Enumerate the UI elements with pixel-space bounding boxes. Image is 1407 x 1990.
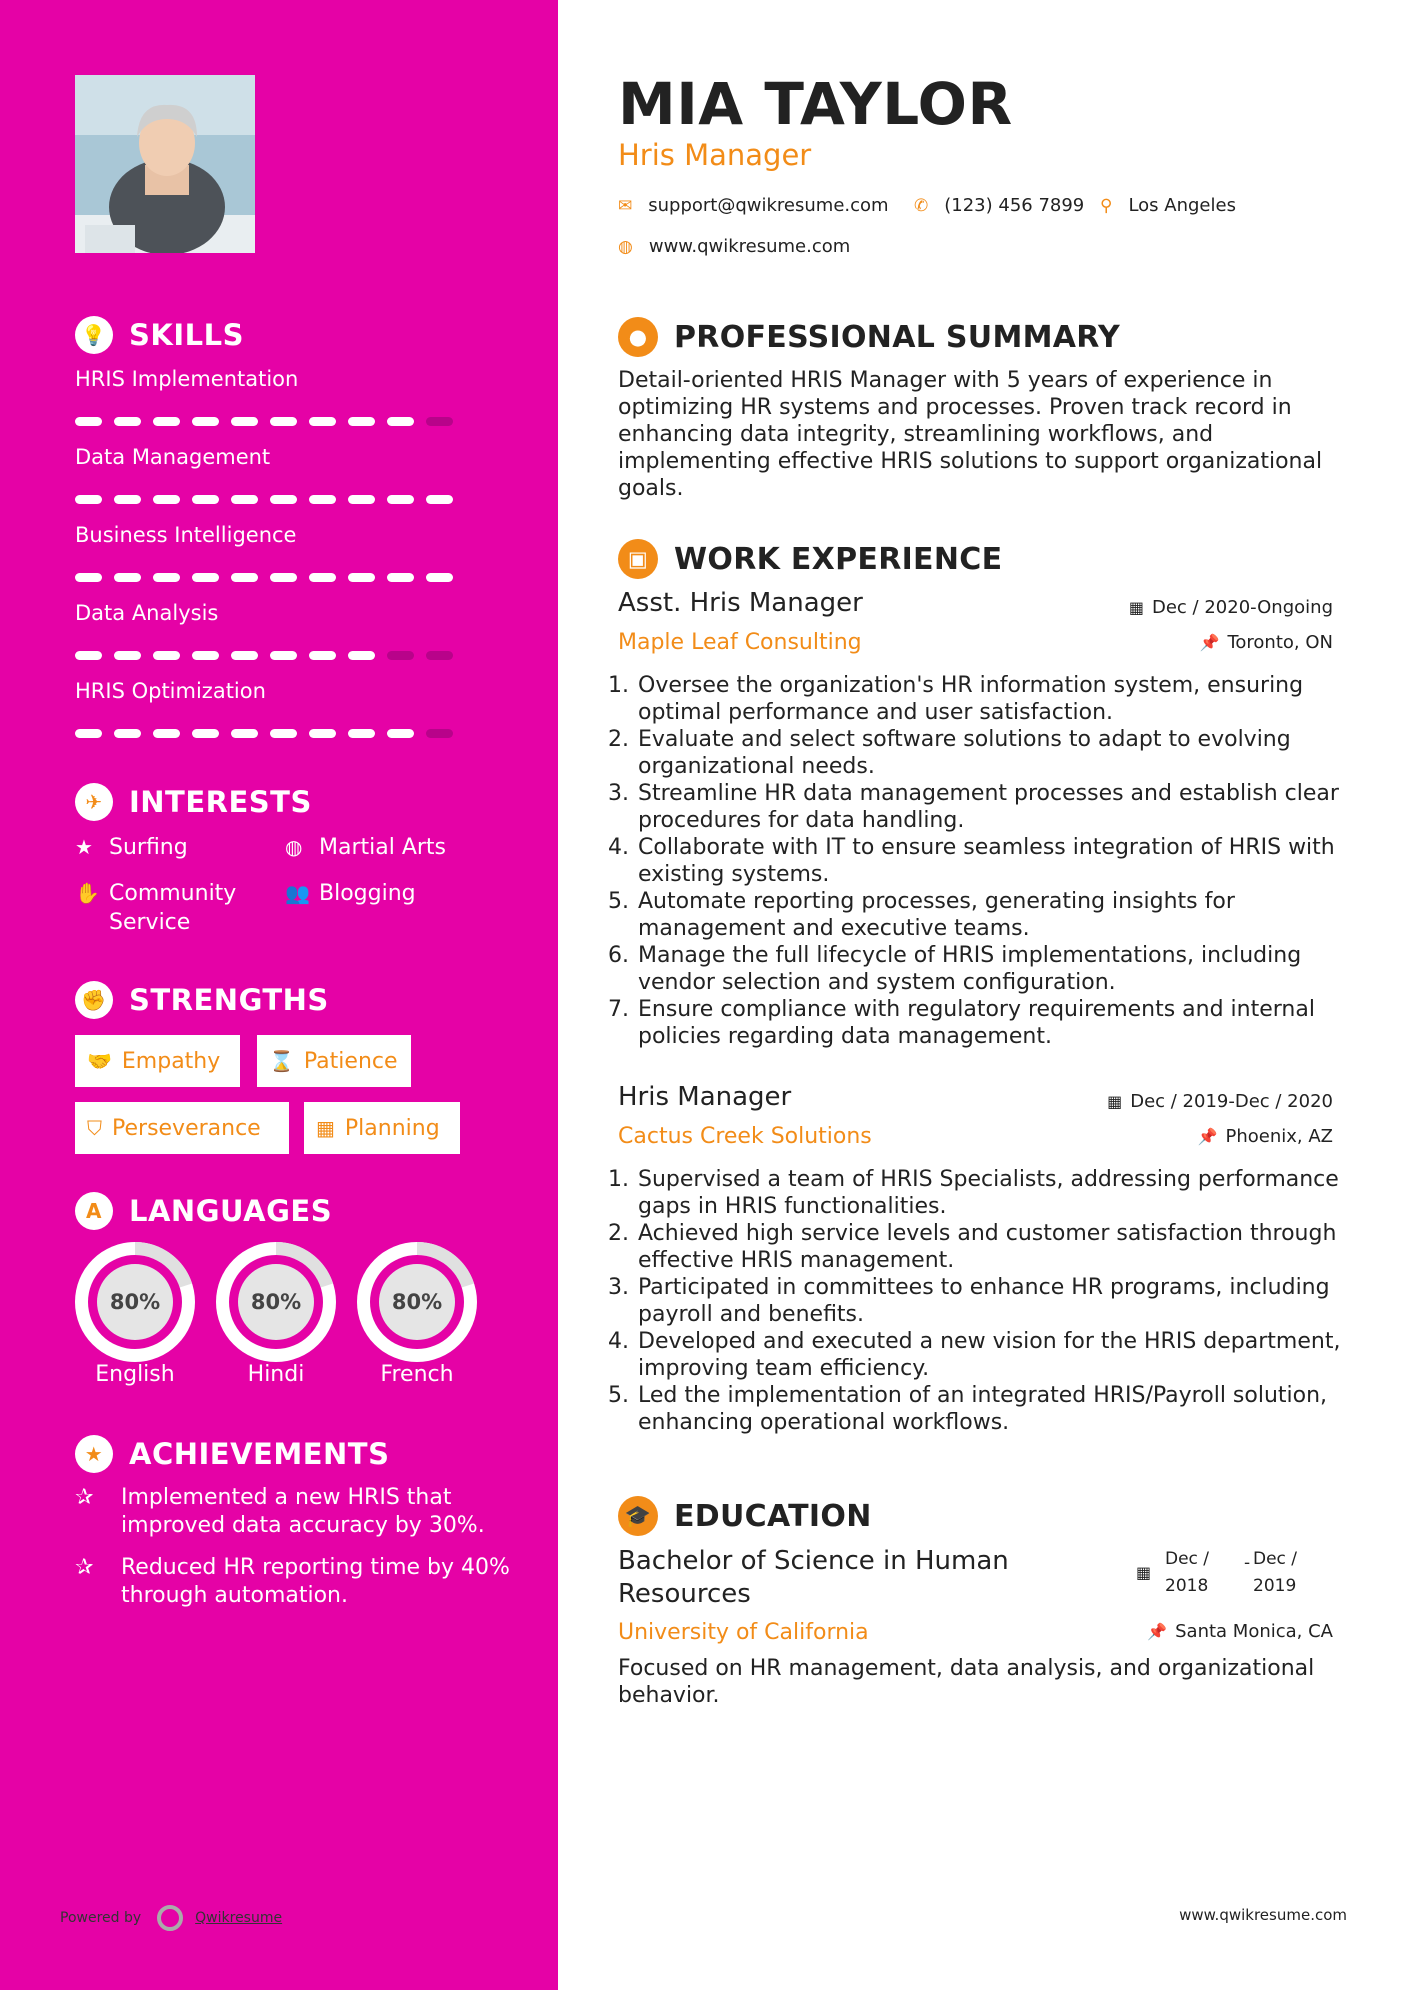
sidebar: [0, 0, 558, 1990]
calendar-icon: ▦: [1107, 1092, 1123, 1111]
skill-meter-segment: [231, 495, 258, 504]
strength-label: Patience: [303, 1048, 398, 1074]
skill-meter-segment: [426, 573, 453, 582]
job-duties: [604, 672, 1376, 1050]
skill-meter-segment: [348, 417, 375, 426]
summary-heading: [618, 316, 1120, 358]
star-icon: ✰: [75, 1485, 94, 1510]
skill-meter-segment: [426, 729, 453, 738]
language-level: 80%: [238, 1264, 314, 1340]
lightbulb-icon: 💡: [75, 316, 113, 354]
skill-meter-segment: [114, 651, 141, 660]
email-text: support@qwikresume.com: [648, 195, 889, 216]
education-school: University of California: [618, 1620, 869, 1645]
skill-meter: [75, 495, 455, 504]
skill-meter-segment: [192, 573, 219, 582]
skill-meter-segment: [192, 495, 219, 504]
job-duty: 4. Developed and executed a new vision for the HRIS department, improving team efficiency.: [636, 1328, 1376, 1382]
education-location-text: Santa Monica, CA: [1175, 1621, 1333, 1642]
contact-phone[interactable]: [914, 195, 1084, 216]
language-level: 80%: [379, 1264, 455, 1340]
skill-meter-segment: [153, 495, 180, 504]
skill-meter-segment: [309, 417, 336, 426]
interest-label: Community Service: [109, 881, 237, 935]
job-dates: [1107, 1091, 1333, 1112]
footer-url[interactable]: www.qwikresume.com: [1179, 1906, 1347, 1924]
job-duty: 6. Manage the full lifecycle of HRIS implementations, including vendor selection and system configuration.: [636, 942, 1376, 996]
job-duty: 3. Streamline HR data management processes and establish clear procedures for data handling.: [636, 780, 1376, 834]
education-degree: Bachelor of Science in Human Resources: [618, 1546, 1009, 1609]
job-location-text: Phoenix, AZ: [1225, 1126, 1333, 1147]
summary-heading-label: PROFESSIONAL SUMMARY: [674, 319, 1121, 355]
job-duty: 5. Led the implementation of an integrated HRIS/Payroll solution, enhancing operational workflows.: [636, 1382, 1376, 1436]
skill-meter-segment: [348, 495, 375, 504]
skill-meter-segment: [270, 417, 297, 426]
interest-label: Surfing: [109, 835, 188, 860]
job-duties: [604, 1166, 1376, 1436]
interest-label: Blogging: [319, 881, 416, 906]
education-description: Focused on HR management, data analysis, and organizational behavior.: [618, 1656, 1315, 1708]
skill-meter-segment: [114, 573, 141, 582]
skill-meter-segment: [75, 417, 102, 426]
job-location-text: Toronto, ON: [1227, 632, 1333, 653]
education-end: Dec / 2019: [1253, 1549, 1298, 1596]
language-ring: [216, 1242, 336, 1362]
calendar-icon: ▦: [1128, 598, 1144, 617]
job-duty: 1. Supervised a team of HRIS Specialists, addressing performance gaps in HRIS functionalities.: [636, 1166, 1376, 1220]
skill-meter-segment: [153, 729, 180, 738]
candidate-title: Hris Manager: [618, 138, 812, 172]
briefcase-icon: ▣: [618, 539, 658, 579]
achievements-heading: [75, 1434, 389, 1474]
achievement-text: Reduced HR reporting time by 40% through automation.: [121, 1555, 510, 1608]
skill-meter-segment: [348, 573, 375, 582]
job-company: Maple Leaf Consulting: [618, 630, 862, 655]
road-icon: ⛉: [87, 1116, 102, 1140]
users-icon: 👥: [285, 881, 310, 905]
skill-name: Data Analysis: [75, 601, 219, 625]
job-duty: 5. Automate reporting processes, generating insights for management and executive teams.: [636, 888, 1376, 942]
phone-text: (123) 456 7899: [944, 195, 1085, 216]
skill-meter-segment: [270, 651, 297, 660]
education-date-separator: -: [1244, 1553, 1251, 1573]
handshake-icon: 🤝: [87, 1049, 112, 1073]
powered-by-link[interactable]: Qwikresume: [195, 1910, 283, 1926]
achievement-item: [75, 1554, 515, 1610]
language-ring: [75, 1242, 195, 1362]
skill-meter-segment: [387, 495, 414, 504]
candidate-name: MIA TAYLOR: [618, 70, 1013, 138]
location-text: Los Angeles: [1128, 195, 1236, 216]
graduation-cap-icon: 🎓: [618, 1496, 658, 1536]
calendar-icon: ▦: [1136, 1563, 1152, 1582]
strength-label: Empathy: [121, 1048, 221, 1074]
qwikresume-logo-icon: [157, 1905, 183, 1931]
skill-meter-segment: [426, 495, 453, 504]
skill-meter: [75, 573, 455, 582]
skill-meter-segment: [270, 729, 297, 738]
skill-meter-segment: [231, 651, 258, 660]
pushpin-icon: 📌: [1197, 1127, 1218, 1146]
job-dates-text: Dec / 2019-Dec / 2020: [1130, 1091, 1333, 1112]
skill-meter: [75, 729, 455, 738]
job-duty: 1. Oversee the organization's HR information system, ensuring optimal performance and user satisfaction.: [636, 672, 1376, 726]
skill-meter-segment: [387, 573, 414, 582]
skill-meter-segment: [270, 495, 297, 504]
skills-heading-label: SKILLS: [129, 318, 244, 352]
skill-meter-segment: [387, 417, 414, 426]
interests-heading: [75, 782, 312, 822]
job-title: Hris Manager: [618, 1082, 792, 1112]
skill-meter-segment: [114, 417, 141, 426]
paper-plane-icon: ✈: [75, 783, 113, 821]
job-dates: [1129, 597, 1333, 618]
skill-meter-segment: [75, 495, 102, 504]
strength-chip: [257, 1035, 411, 1087]
interest-label: Martial Arts: [319, 835, 447, 860]
education-location: [1147, 1621, 1333, 1642]
interests-heading-label: INTERESTS: [129, 785, 312, 819]
skill-meter-segment: [231, 729, 258, 738]
interest-item: [285, 833, 475, 862]
interest-item: [75, 879, 255, 937]
job-duty: 3. Participated in committees to enhance HR programs, including payroll and benefits.: [636, 1274, 1376, 1328]
skill-meter-segment: [387, 729, 414, 738]
pushpin-icon: 📌: [1147, 1622, 1168, 1641]
job-duty: 2. Evaluate and select software solutions to adapt to evolving organizational needs.: [636, 726, 1376, 780]
contact-location: [1100, 195, 1236, 216]
skill-meter: [75, 417, 455, 426]
skill-meter-segment: [153, 651, 180, 660]
skill-meter-segment: [309, 495, 336, 504]
languages-heading: [75, 1191, 332, 1231]
star-icon: ✰: [75, 1555, 94, 1580]
strength-chip: [304, 1102, 460, 1154]
calendar-icon: ▦: [316, 1116, 335, 1140]
job-duty: 4. Collaborate with IT to ensure seamless integration of HRIS with existing systems.: [636, 834, 1376, 888]
skill-meter-segment: [114, 729, 141, 738]
star-icon: ★: [75, 835, 93, 859]
contact-email[interactable]: [618, 195, 889, 216]
interest-item: [75, 833, 265, 862]
job-duty: 2. Achieved high service levels and customer satisfaction through effective HRIS management.: [636, 1220, 1376, 1274]
education-heading: [618, 1495, 872, 1537]
website-text: www.qwikresume.com: [648, 236, 851, 257]
education-start: Dec / 2018: [1165, 1549, 1210, 1596]
language-name: French: [380, 1362, 454, 1387]
skill-meter-segment: [192, 729, 219, 738]
experience-heading-label: WORK EXPERIENCE: [674, 541, 1003, 577]
job-title: Asst. Hris Manager: [618, 588, 863, 618]
skill-meter-segment: [270, 573, 297, 582]
strengths-heading: [75, 980, 329, 1020]
job-location: [1198, 1126, 1333, 1147]
skill-name: HRIS Optimization: [75, 679, 266, 703]
skill-meter-segment: [309, 651, 336, 660]
skill-meter-segment: [231, 417, 258, 426]
strength-chip: [75, 1102, 289, 1154]
summary-text: Detail-oriented HRIS Manager with 5 years of experience in optimizing HR systems and processes. Proven track record in enhancing data integrity, streamlining workflows, and implementing effective HRIS solutions to support organizational goals.: [618, 368, 1323, 501]
interest-item: [285, 879, 475, 908]
skill-meter-segment: [426, 651, 453, 660]
skill-meter-segment: [153, 573, 180, 582]
language-name: Hindi: [247, 1362, 305, 1387]
powered-by-label: Powered by: [60, 1910, 142, 1926]
achievements-heading-label: ACHIEVEMENTS: [129, 1437, 390, 1471]
map-pin-icon: ⚲: [1100, 195, 1113, 216]
experience-heading: [618, 538, 1002, 580]
strengths-heading-label: STRENGTHS: [129, 983, 329, 1017]
profile-photo: [75, 75, 255, 253]
award-icon: ★: [75, 1435, 113, 1473]
skill-meter-segment: [75, 573, 102, 582]
skill-name: HRIS Implementation: [75, 367, 299, 391]
language-name: English: [95, 1362, 175, 1387]
achievement-item: [75, 1484, 515, 1540]
education-heading-label: EDUCATION: [674, 1498, 872, 1534]
skill-meter-segment: [309, 573, 336, 582]
language-icon: A: [75, 1192, 113, 1230]
hand-icon: ✋: [75, 881, 100, 905]
user-icon: ●: [618, 317, 658, 357]
job-dates-text: Dec / 2020-Ongoing: [1152, 597, 1333, 618]
skill-meter-segment: [387, 651, 414, 660]
envelope-icon: ✉: [618, 195, 633, 216]
job-location: [1200, 632, 1333, 653]
achievement-text: Implemented a new HRIS that improved data accuracy by 30%.: [121, 1485, 485, 1538]
skill-meter-segment: [348, 651, 375, 660]
skill-meter-segment: [114, 495, 141, 504]
globe-icon: ◍: [618, 236, 633, 257]
skill-meter-segment: [231, 573, 258, 582]
job-duty: 7. Ensure compliance with regulatory requirements and internal policies regarding data management.: [636, 996, 1376, 1050]
globe-icon: ◍: [285, 835, 303, 859]
strength-chip: [75, 1035, 240, 1087]
hourglass-icon: ⌛: [269, 1049, 294, 1073]
powered-by: [60, 1905, 282, 1931]
skill-meter-segment: [75, 729, 102, 738]
skill-meter-segment: [348, 729, 375, 738]
skill-meter-segment: [309, 729, 336, 738]
fist-icon: ✊: [75, 981, 113, 1019]
skill-meter-segment: [426, 417, 453, 426]
phone-icon: ✆: [914, 195, 929, 216]
skill-meter-segment: [192, 651, 219, 660]
contact-website[interactable]: [618, 236, 850, 257]
skill-name: Business Intelligence: [75, 523, 297, 547]
languages-heading-label: LANGUAGES: [129, 1194, 333, 1228]
language-level: 80%: [97, 1264, 173, 1340]
pushpin-icon: 📌: [1199, 633, 1220, 652]
skill-name: Data Management: [75, 445, 271, 469]
strength-label: Perseverance: [112, 1115, 261, 1141]
skill-meter-segment: [75, 651, 102, 660]
skills-heading: [75, 315, 244, 355]
skill-meter-segment: [153, 417, 180, 426]
skill-meter: [75, 651, 455, 660]
job-company: Cactus Creek Solutions: [618, 1124, 872, 1149]
skill-meter-segment: [192, 417, 219, 426]
language-ring: [357, 1242, 477, 1362]
strength-label: Planning: [344, 1115, 440, 1141]
